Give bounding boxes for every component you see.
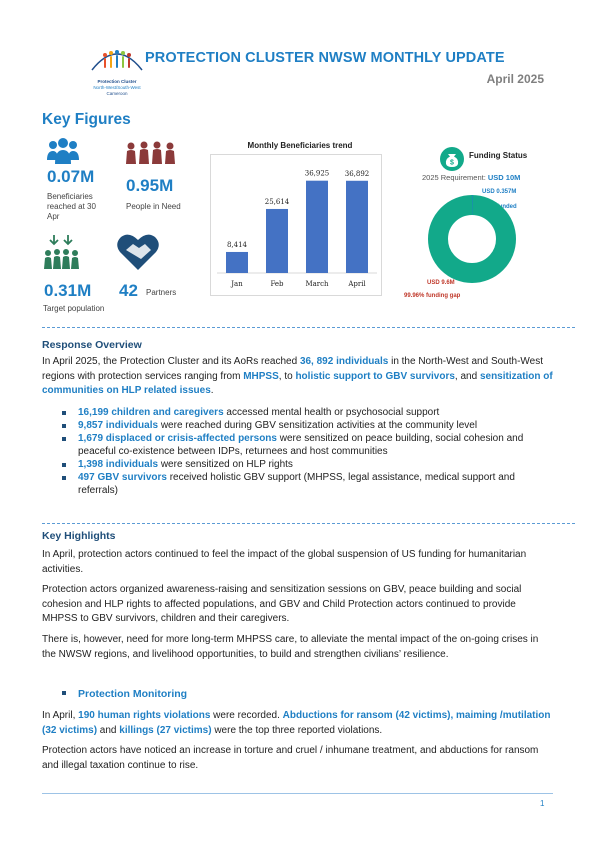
highlighted-text: MHPSS bbox=[243, 370, 279, 382]
funded-percent: 0.04% funded bbox=[478, 204, 517, 210]
people-in-need-value: 0.95M bbox=[126, 176, 174, 195]
document-title: PROTECTION CLUSTER NWSW MONTHLY UPDATE bbox=[145, 50, 505, 66]
logo-text-line1: Protection Cluster bbox=[97, 79, 137, 84]
text-segment: received holistic GBV support (MHPSS, legal assistance, medical support and referrals) bbox=[78, 472, 515, 496]
money-bag-icon bbox=[440, 147, 464, 176]
highlighted-text: 190 human rights violations bbox=[78, 710, 211, 721]
beneficiaries-value: 0.07M bbox=[47, 167, 95, 186]
text-segment: accessed mental health or psychosocial support bbox=[223, 407, 440, 418]
key-highlights-heading: Key Highlights bbox=[42, 530, 116, 542]
section-divider bbox=[42, 327, 575, 328]
bullet-item bbox=[62, 419, 553, 432]
handshake-icon bbox=[117, 232, 159, 277]
protection-monitoring-heading: Protection Monitoring bbox=[78, 688, 188, 700]
highlighted-text: sensitization of communities on HLP related issues bbox=[42, 370, 553, 396]
svg-text:$: $ bbox=[450, 159, 454, 167]
funding-requirement-value: USD 10M bbox=[487, 173, 521, 182]
highlighted-text: 36, 892 individuals bbox=[299, 356, 389, 367]
chart-category-label: Jan bbox=[231, 280, 243, 288]
highlighted-text: 497 GBV survivors bbox=[78, 472, 167, 483]
chart-bar-april bbox=[346, 181, 368, 273]
key-highlights-paragraph-1: In April, protection actors continued to feel the impact of the global suspension of US funding for humanitarian activities. bbox=[42, 549, 527, 575]
chart-bar-jan bbox=[226, 252, 248, 273]
donut-gap-slice bbox=[438, 205, 506, 273]
highlighted-text: 9,857 individuals bbox=[78, 420, 159, 431]
text-segment: were recorded. bbox=[210, 710, 283, 721]
text-segment: . bbox=[210, 385, 214, 396]
funded-amount: USD 0.357M bbox=[482, 189, 517, 195]
people-logo-icon bbox=[86, 44, 148, 74]
funding-donut bbox=[428, 195, 516, 288]
text-segment: In April 2025, the Protection Cluster and its AoRs reached bbox=[42, 356, 300, 367]
text-segment: , and bbox=[454, 370, 480, 382]
beneficiaries-label-line1: Beneficiaries bbox=[47, 192, 93, 201]
funding-donut-chart bbox=[428, 195, 516, 283]
bullet-item bbox=[62, 432, 553, 458]
chart-data-label: 36,925 bbox=[304, 169, 330, 178]
response-overview-intro bbox=[42, 355, 553, 399]
highlighted-text: 16,199 children and caregivers bbox=[78, 407, 224, 418]
funding-requirement bbox=[422, 173, 520, 182]
chart-category-label: March bbox=[305, 280, 329, 288]
chart-data-label: 36,892 bbox=[344, 169, 370, 178]
target-population-icon bbox=[42, 234, 80, 275]
chart-bar-march bbox=[306, 181, 328, 273]
target-population-value: 0.31M bbox=[44, 281, 92, 300]
highlighted-text: holistic support to GBV survivors bbox=[295, 370, 455, 382]
funding-gap-percent: 99.96% funding gap bbox=[404, 293, 461, 299]
target-population-label: Target population bbox=[43, 304, 105, 313]
chart-category-label: Feb bbox=[270, 280, 284, 288]
beneficiaries-label-line3: Apr bbox=[47, 212, 60, 221]
key-highlights-paragraph-2: Protection actors organized awareness-raising and sensitization sessions on GBV, peace building and social cohesion and HLP rights to affected populations, and GBV and Child Protection actors continued to provide MHPSS to GBV survivors, children and their caregivers. bbox=[42, 584, 522, 624]
beneficiaries-label-line2: reached at 30 bbox=[47, 202, 96, 211]
funding-requirement-label: 2025 Requirement: bbox=[422, 173, 486, 182]
people-in-need-icon bbox=[124, 140, 176, 173]
section-divider bbox=[42, 523, 575, 524]
partners-label: Partners bbox=[146, 288, 177, 297]
highlighted-text: killings (27 victims) bbox=[119, 724, 212, 736]
text-segment: were the top three reported violations. bbox=[211, 724, 383, 736]
chart-category-label: April bbox=[348, 280, 366, 288]
text-segment: in the North-West and South-West regions with protection services ranging from bbox=[42, 356, 544, 382]
highlighted-text: 1,679 displaced or crisis-affected persons bbox=[78, 433, 277, 444]
funding-gap-amount: USD 9.6M bbox=[427, 280, 455, 286]
logo-text-line3: Cameroon bbox=[106, 91, 128, 96]
key-highlights-paragraph-3: There is, however, need for more long-term MHPSS care, to alleviate the mental impact of the on-going crises in the NWSW regions, and livelihood opportunities, to build and strengthen civilians’ resilience. bbox=[42, 634, 539, 660]
funding-status-title: Funding Status bbox=[469, 151, 528, 160]
bullet-item bbox=[62, 471, 553, 497]
footer-line bbox=[42, 793, 553, 794]
protection-monitoring-bullet bbox=[62, 688, 68, 694]
chart-data-label: 8,414 bbox=[226, 240, 248, 249]
bullet-item bbox=[62, 458, 553, 471]
response-overview-heading: Response Overview bbox=[42, 339, 142, 351]
text-segment: , to bbox=[278, 370, 296, 382]
bullet-item bbox=[62, 406, 553, 419]
text-segment: were reached during GBV sensitization activities at the community level bbox=[158, 420, 478, 431]
chart-svg bbox=[211, 155, 383, 297]
highlighted-text: Abductions for ransom (42 victims), maiming /mutilation (32 victims) bbox=[42, 710, 551, 736]
document-date: April 2025 bbox=[486, 72, 544, 86]
monthly-beneficiaries-chart bbox=[210, 154, 382, 296]
beneficiaries-label bbox=[47, 192, 117, 222]
protection-cluster-logo bbox=[86, 44, 148, 96]
chart-data-label: 25,614 bbox=[264, 197, 290, 206]
partners-value: 42 bbox=[119, 281, 138, 300]
response-overview-list bbox=[62, 406, 553, 497]
protection-monitoring-paragraph-2: Protection actors have noticed an increase in torture and cruel / inhumane treatment, and abductions for ransom and illegal taxation continue to rise. bbox=[42, 745, 539, 771]
highlighted-text: 1,398 individuals bbox=[78, 459, 159, 470]
protection-monitoring-paragraph-1 bbox=[42, 709, 553, 738]
chart-bar-feb bbox=[266, 209, 288, 273]
people-in-need-label: People in Need bbox=[126, 202, 181, 211]
text-segment: were sensitized on peace building, social cohesion and peaceful co-existence between IDPs, returnees and host communities bbox=[78, 433, 524, 457]
text-segment: and bbox=[97, 724, 120, 736]
text-segment: In April, bbox=[42, 710, 79, 721]
logo-text-line2: North-West/South-West bbox=[93, 85, 141, 90]
key-figures-heading: Key Figures bbox=[42, 111, 131, 128]
text-segment: were sensitized on HLP rights bbox=[158, 459, 293, 470]
chart-title: Monthly Beneficiaries trend bbox=[247, 141, 353, 150]
page-number: 1 bbox=[540, 799, 545, 808]
